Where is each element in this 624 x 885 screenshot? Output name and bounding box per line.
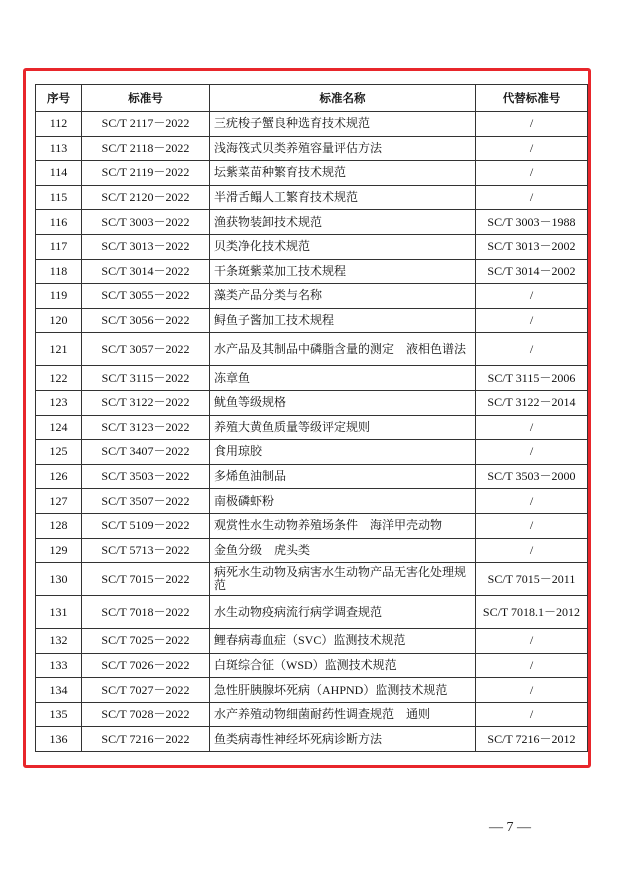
cell-replaced-no: / [476, 136, 588, 161]
cell-standard-name: 渔获物装卸技术规范 [210, 210, 476, 235]
cell-standard-no: SC/T 7015－2022 [82, 563, 210, 596]
cell-serial: 112 [36, 112, 82, 137]
table-row [36, 440, 588, 465]
cell-standard-name: 多烯鱼油制品 [210, 464, 476, 489]
cell-replaced-no: SC/T 7018.1－2012 [476, 596, 588, 629]
table-row [36, 210, 588, 235]
cell-standard-name: 急性肝胰腺坏死病（AHPND）监测技术规范 [210, 678, 476, 703]
table-row [36, 308, 588, 333]
cell-serial: 136 [36, 727, 82, 752]
cell-standard-no: SC/T 5713－2022 [82, 538, 210, 563]
table-row [36, 596, 588, 629]
cell-standard-no: SC/T 3507－2022 [82, 489, 210, 514]
standards-table [35, 84, 588, 752]
table-row [36, 415, 588, 440]
cell-replaced-no: / [476, 489, 588, 514]
cell-standard-name: 观赏性水生动物养殖场条件 海洋甲壳动物 [210, 513, 476, 538]
cell-standard-name: 金鱼分级 虎头类 [210, 538, 476, 563]
cell-standard-no: SC/T 3115－2022 [82, 366, 210, 391]
table-row [36, 489, 588, 514]
cell-replaced-no: / [476, 161, 588, 186]
cell-serial: 130 [36, 563, 82, 596]
cell-standard-name: 鱿鱼等级规格 [210, 390, 476, 415]
cell-serial: 128 [36, 513, 82, 538]
cell-serial: 133 [36, 653, 82, 678]
cell-replaced-no: / [476, 284, 588, 309]
cell-serial: 120 [36, 308, 82, 333]
cell-serial: 123 [36, 390, 82, 415]
cell-serial: 126 [36, 464, 82, 489]
cell-serial: 131 [36, 596, 82, 629]
cell-serial: 132 [36, 629, 82, 654]
header-replaced-no: 代替标准号 [476, 85, 588, 112]
cell-serial: 127 [36, 489, 82, 514]
cell-standard-no: SC/T 5109－2022 [82, 513, 210, 538]
cell-replaced-no: / [476, 308, 588, 333]
cell-standard-name: 干条斑紫菜加工技术规程 [210, 259, 476, 284]
table-row [36, 653, 588, 678]
cell-replaced-no: / [476, 653, 588, 678]
cell-serial: 113 [36, 136, 82, 161]
header-standard-name: 标准名称 [210, 85, 476, 112]
cell-standard-no: SC/T 3013－2022 [82, 234, 210, 259]
cell-serial: 134 [36, 678, 82, 703]
header-serial: 序号 [36, 85, 82, 112]
cell-standard-no: SC/T 2117－2022 [82, 112, 210, 137]
table-row [36, 702, 588, 727]
cell-standard-name: 水生动物疫病流行病学调查规范 [210, 596, 476, 629]
table-row [36, 185, 588, 210]
table-row [36, 513, 588, 538]
table-row [36, 629, 588, 654]
cell-standard-no: SC/T 3055－2022 [82, 284, 210, 309]
cell-standard-no: SC/T 3123－2022 [82, 415, 210, 440]
cell-replaced-no: / [476, 702, 588, 727]
cell-standard-no: SC/T 3122－2022 [82, 390, 210, 415]
cell-serial: 114 [36, 161, 82, 186]
cell-standard-no: SC/T 7216－2022 [82, 727, 210, 752]
cell-standard-no: SC/T 3057－2022 [82, 333, 210, 366]
cell-serial: 125 [36, 440, 82, 465]
cell-standard-name: 白斑综合征（WSD）监测技术规范 [210, 653, 476, 678]
cell-replaced-no: SC/T 3003－1988 [476, 210, 588, 235]
table-row [36, 538, 588, 563]
cell-replaced-no: SC/T 7015－2011 [476, 563, 588, 596]
cell-serial: 115 [36, 185, 82, 210]
cell-replaced-no: / [476, 440, 588, 465]
page-number: — 7 — [489, 820, 531, 835]
table-row [36, 678, 588, 703]
header-standard-no: 标准号 [82, 85, 210, 112]
cell-serial: 119 [36, 284, 82, 309]
table-row [36, 390, 588, 415]
cell-standard-name: 养殖大黄鱼质量等级评定规则 [210, 415, 476, 440]
cell-replaced-no: SC/T 3503－2000 [476, 464, 588, 489]
cell-serial: 135 [36, 702, 82, 727]
cell-serial: 117 [36, 234, 82, 259]
table-row [36, 284, 588, 309]
cell-replaced-no: / [476, 112, 588, 137]
cell-replaced-no: / [476, 678, 588, 703]
cell-serial: 122 [36, 366, 82, 391]
cell-standard-name: 南极磷虾粉 [210, 489, 476, 514]
cell-standard-no: SC/T 2118－2022 [82, 136, 210, 161]
table-row [36, 259, 588, 284]
cell-standard-name: 鲤春病毒血症（SVC）监测技术规范 [210, 629, 476, 654]
table-row [36, 366, 588, 391]
cell-replaced-no: SC/T 3115－2006 [476, 366, 588, 391]
cell-standard-no: SC/T 7026－2022 [82, 653, 210, 678]
table-row [36, 112, 588, 137]
cell-standard-name: 藻类产品分类与名称 [210, 284, 476, 309]
table-row [36, 234, 588, 259]
table-row [36, 727, 588, 752]
cell-replaced-no: SC/T 3013－2002 [476, 234, 588, 259]
cell-standard-no: SC/T 2120－2022 [82, 185, 210, 210]
cell-standard-no: SC/T 7028－2022 [82, 702, 210, 727]
cell-replaced-no: / [476, 513, 588, 538]
cell-standard-name: 鱼类病毒性神经坏死病诊断方法 [210, 727, 476, 752]
cell-standard-no: SC/T 2119－2022 [82, 161, 210, 186]
cell-serial: 121 [36, 333, 82, 366]
table-row [36, 161, 588, 186]
table-row [36, 333, 588, 366]
cell-standard-name: 水产养殖动物细菌耐药性调查规范 通则 [210, 702, 476, 727]
cell-standard-no: SC/T 7025－2022 [82, 629, 210, 654]
cell-standard-name: 冻章鱼 [210, 366, 476, 391]
table-row [36, 464, 588, 489]
cell-serial: 129 [36, 538, 82, 563]
cell-standard-name: 浅海筏式贝类养殖容量评估方法 [210, 136, 476, 161]
cell-replaced-no: / [476, 629, 588, 654]
cell-standard-name: 病死水生动物及病害水生动物产品无害化处理规范 [210, 563, 476, 596]
cell-serial: 118 [36, 259, 82, 284]
cell-standard-no: SC/T 3407－2022 [82, 440, 210, 465]
table-header-row [36, 85, 588, 112]
table-row [36, 136, 588, 161]
cell-standard-no: SC/T 3014－2022 [82, 259, 210, 284]
cell-standard-name: 坛紫菜苗种繁育技术规范 [210, 161, 476, 186]
cell-standard-name: 半滑舌鳎人工繁育技术规范 [210, 185, 476, 210]
table-row [36, 563, 588, 596]
cell-standard-no: SC/T 3003－2022 [82, 210, 210, 235]
cell-replaced-no: SC/T 3122－2014 [476, 390, 588, 415]
cell-standard-name: 食用琼胶 [210, 440, 476, 465]
cell-replaced-no: / [476, 333, 588, 366]
cell-replaced-no: / [476, 415, 588, 440]
cell-serial: 124 [36, 415, 82, 440]
cell-standard-no: SC/T 3056－2022 [82, 308, 210, 333]
cell-standard-name: 水产品及其制品中磷脂含量的测定 液相色谱法 [210, 333, 476, 366]
cell-standard-no: SC/T 7027－2022 [82, 678, 210, 703]
cell-replaced-no: / [476, 538, 588, 563]
cell-serial: 116 [36, 210, 82, 235]
cell-standard-name: 贝类净化技术规范 [210, 234, 476, 259]
cell-standard-no: SC/T 3503－2022 [82, 464, 210, 489]
cell-standard-no: SC/T 7018－2022 [82, 596, 210, 629]
cell-replaced-no: SC/T 7216－2012 [476, 727, 588, 752]
cell-replaced-no: SC/T 3014－2002 [476, 259, 588, 284]
cell-replaced-no: / [476, 185, 588, 210]
cell-standard-name: 鲟鱼子酱加工技术规程 [210, 308, 476, 333]
cell-standard-name: 三疣梭子蟹良种选育技术规范 [210, 112, 476, 137]
